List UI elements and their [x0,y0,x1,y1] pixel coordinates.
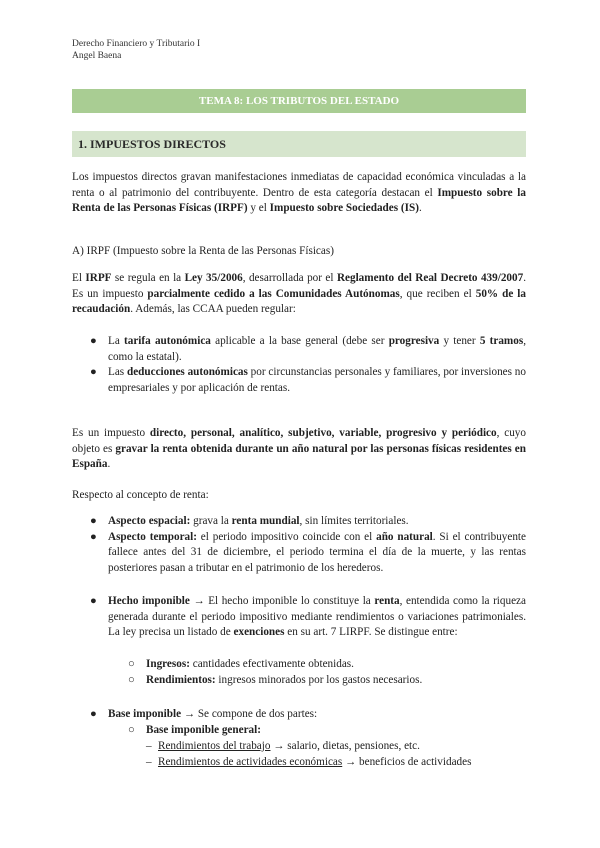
text-run-bold: progresiva [388,335,440,347]
text-run: ingresos minorados por los gastos necesarios. [215,673,423,686]
text-run-bold: Ley 35/2006 [184,272,243,284]
text-run: . [418,202,422,214]
text-run-bold: renta mundial [231,515,300,527]
header-course: Derecho Financiero y Tributario I [72,39,201,49]
dash-bullet-icon: – [146,755,152,768]
header-author: Angel Baena [72,51,122,61]
text-run-bold: Hecho imponible [108,595,190,607]
bullet-icon: ● [90,530,97,543]
text-run-bold: año natural [376,530,433,543]
text-run: en su art. 7 LIRPF. Se distingue entre: [284,626,458,638]
ccaa-list [90,334,526,396]
list-item [90,365,526,396]
text-run: , que reciben el [399,287,476,300]
text-run: y tener [439,335,480,347]
text-run: cantidades efectivamente obtenidas. [189,658,354,670]
text-run: Los impuestos directos gravan manifestaciones inmediatas de capacidad económica vinculadas a la renta o al patrimonio del contribuyente. Dentro de esta categoría destacan el [72,171,526,199]
text-run: → beneficios de actividades [342,755,472,768]
list-item [90,707,526,723]
chapter-title-bar: TEMA 8: LOS TRIBUTOS DEL ESTADO [72,89,526,113]
text-run-bold: renta [374,595,400,607]
text-run-bold: 50% de la recaudación [72,287,526,315]
circle-bullet-icon: ○ [128,673,135,686]
text-run: La [108,335,125,347]
text-run: . Es un impuesto [72,272,527,300]
text-run: grava la [190,515,232,527]
bullet-icon: ● [90,515,97,527]
bullet-icon: ● [90,335,97,347]
text-run: El [72,272,86,284]
list-item [90,334,526,365]
text-run-bold: gravar la renta obtenida durante un año natural por las personas físicas residentes en España [72,442,526,470]
list-item [128,723,526,739]
bullet-icon: ● [90,708,97,720]
text-run: se regula en la [111,272,185,284]
text-run-bold: exenciones [233,626,285,638]
text-run-bold: directo, personal, analítico, subjetivo, variable, progresivo y periódico [149,427,497,439]
text-run: , cuyo objeto es [72,427,526,455]
taxable-event-list [90,594,526,641]
text-run-bold: Reglamento del Real Decreto 439/2007 [336,272,524,284]
text-run-bold: Impuesto sobre Sociedades (IS) [269,202,419,214]
income-sources-dashlist [146,739,526,770]
dash-bullet-icon: – [146,740,152,752]
income-aspects-list [90,514,526,576]
list-item [90,594,526,641]
text-run: Es un impuesto [72,427,150,439]
text-run: . Si el contribuyente fallece antes del 31 de diciembre, el periodo termina el día de la muerte, y las rentas posteriores pasan a tributar en el patrimonio de los herederos. [108,530,527,574]
list-item [128,673,526,689]
text-run-bold: Aspecto espacial: [108,515,191,527]
list-item [90,530,526,577]
text-run-bold: Rendimientos: [146,673,216,686]
bullet-icon: ● [90,366,97,378]
text-run: . Además, las CCAA pueden regular: [130,303,296,315]
text-run-bold: IRPF [85,272,112,284]
list-item [90,514,526,530]
tax-base-list [90,707,526,723]
income-types-sublist [128,657,526,688]
intro-paragraph [72,170,526,217]
text-run-bold: Ingresos: [146,658,190,670]
text-run-bold: Base imponible general: [146,724,261,736]
general-base-sublist [128,723,526,739]
text-run: , desarrollada por el [242,272,337,284]
text-run-bold: Aspecto temporal: [108,530,197,543]
text-run: , sin límites territoriales. [299,515,409,527]
irpf-nature-paragraph [72,426,526,473]
list-item [146,739,526,755]
text-run-bold: Base imponible [108,708,182,720]
text-run-bold: Impuesto sobre la Renta de las Personas Físicas (IRPF) [72,186,526,214]
irpf-regulation-paragraph [72,271,526,318]
text-run-bold: parcialmente cedido a las Comunidades Autónomas [147,287,400,300]
text-run-bold: tarifa autonómica [124,335,211,347]
page-header [72,38,200,62]
text-run: el periodo impositivo coincide con el [196,530,377,543]
list-item [146,755,526,771]
text-run: . [107,458,111,470]
text-run: → Se compone de dos partes: [181,708,318,720]
text-run-bold: deducciones autonómicas [126,366,248,378]
text-run: por circunstancias personales y familiares, por inversiones no empresariales y por aplicación de rentas. [108,366,526,394]
text-run: → El hecho imponible lo constituye la [189,595,375,607]
text-run-underlined: Rendimientos de actividades económicas [158,755,343,768]
text-run: → salario, dietas, pensiones, etc. [270,740,420,752]
text-run: Las [108,366,127,378]
text-run-bold: 5 tramos [479,335,524,347]
text-run: , como la estatal). [108,335,526,363]
section-heading-bar: 1. IMPUESTOS DIRECTOS [72,131,526,157]
bullet-icon: ● [90,595,97,607]
circle-bullet-icon: ○ [128,724,135,736]
list-item [128,657,526,673]
text-run: aplicable a la base general (debe ser [210,335,389,347]
income-concept-intro: Respecto al concepto de renta: [72,489,209,501]
circle-bullet-icon: ○ [128,658,135,670]
text-run: , entendida como la riqueza generada durante el periodo impositivo mediante rendimientos o variaciones patrimoniales. La ley precisa un listado de [108,595,526,638]
text-run-underlined: Rendimientos del trabajo [158,740,271,752]
subheading-irpf: A) IRPF (Impuesto sobre la Renta de las Personas Físicas) [72,245,334,257]
text-run: y el [247,202,270,214]
